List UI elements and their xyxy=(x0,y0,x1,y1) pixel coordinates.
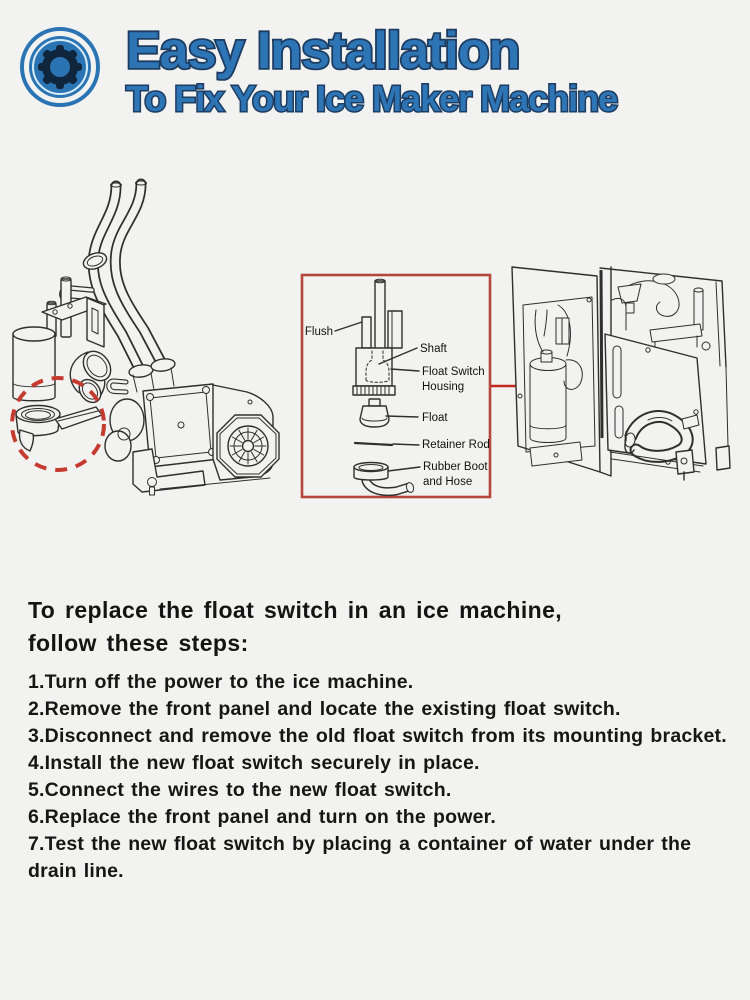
step-2: 2.Remove the front panel and locate the existing float switch. xyxy=(28,698,621,720)
housing-label-line2: Housing xyxy=(422,381,465,393)
heading-line1: To replace the float switch in an ice machine, xyxy=(28,597,563,623)
page-title: Easy Installation xyxy=(126,22,520,80)
diagram-band xyxy=(0,160,750,520)
flush-label: Flush xyxy=(304,326,333,338)
instructions-steps xyxy=(28,669,734,885)
shaft-part xyxy=(375,281,385,349)
step-3: 3.Disconnect and remove the old float switch from its mounting bracket. xyxy=(28,725,727,747)
shaft-label: Shaft xyxy=(420,343,447,355)
step-6: 6.Replace the front panel and turn on the power. xyxy=(28,806,496,828)
boot-label-line1: Rubber Boot xyxy=(423,461,488,473)
retainer-rod-part xyxy=(355,443,392,445)
gear-badge xyxy=(22,29,98,105)
header xyxy=(0,0,750,150)
step-1: 1.Turn off the power to the ice machine. xyxy=(28,671,414,693)
float-switch-parts-diagram xyxy=(302,275,543,497)
pump-assembly-diagram xyxy=(12,181,279,495)
page-subtitle: To Fix Your Ice Maker Machine xyxy=(126,78,618,119)
instructions-heading xyxy=(28,594,734,660)
housing-label-line1: Float Switch xyxy=(422,366,485,378)
housing-part xyxy=(356,348,392,386)
ice-machine-diagram xyxy=(512,267,730,480)
float-part xyxy=(369,399,380,406)
float-switch-body xyxy=(13,334,55,401)
boot-label-line2: and Hose xyxy=(423,476,473,488)
step-7: 7.Test the new float switch by placing a container of water under the drain line. xyxy=(28,833,692,882)
step-5: 5.Connect the wires to the new float switch. xyxy=(28,779,452,801)
heading-line2: follow these steps: xyxy=(28,630,249,656)
retainer-rod-label: Retainer Rod xyxy=(422,439,490,451)
float-label: Float xyxy=(422,412,448,424)
flush-part xyxy=(362,317,371,348)
step-4: 4.Install the new float switch securely in place. xyxy=(28,752,480,774)
